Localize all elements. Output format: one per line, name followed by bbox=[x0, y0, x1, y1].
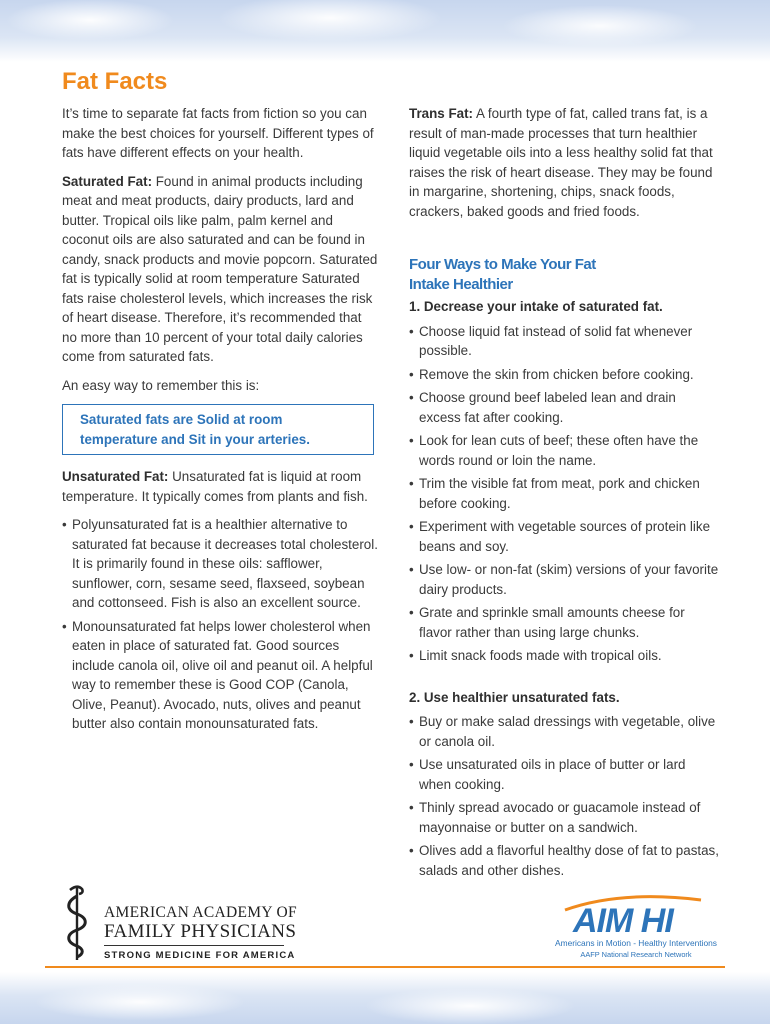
list-item: • Limit snack foods made with tropical oils. bbox=[409, 646, 719, 666]
right-column bbox=[409, 104, 719, 889]
list-item: • Thinly spread avocado or guacamole instead of mayonnaise or butter on a sandwich. bbox=[409, 798, 719, 837]
section-1-list bbox=[409, 322, 719, 666]
four-ways-heading-line1: Four Ways to Make Your Fat bbox=[409, 256, 596, 273]
four-ways-heading-line2: Intake Healthier bbox=[409, 275, 513, 293]
saturated-fat-label: Saturated Fat: bbox=[62, 173, 153, 189]
trans-fat-label: Trans Fat: bbox=[409, 106, 473, 121]
list-item: • Choose liquid fat instead of solid fat whenever possible. bbox=[409, 322, 719, 361]
unsaturated-fat-label: Unsaturated Fat: bbox=[62, 469, 169, 484]
aafp-divider bbox=[104, 945, 284, 946]
section-2-list bbox=[409, 712, 719, 880]
list-item: • Olives add a flavorful healthy dose of fat to pastas, salads and other dishes. bbox=[409, 841, 719, 880]
list-item: • Look for lean cuts of beef; these often have the words round or loin the name. bbox=[409, 431, 719, 470]
section-2-title: 2. Use healthier unsaturated fats. bbox=[409, 689, 620, 705]
aafp-tagline: STRONG MEDICINE FOR AMERICA bbox=[104, 950, 296, 961]
aimhi-subtitle: Americans in Motion - Healthy Interventions bbox=[555, 938, 717, 948]
trans-fat-paragraph bbox=[409, 104, 719, 221]
fat-types-list bbox=[62, 515, 380, 734]
easy-way-text: An easy way to remember this is: bbox=[62, 377, 260, 393]
saturated-fat-paragraph bbox=[62, 172, 380, 367]
callout-box: Saturated fats are Solid at room temperature and Sit in your arteries. bbox=[62, 404, 374, 455]
caduceus-icon bbox=[62, 882, 92, 962]
sky-banner-bottom bbox=[0, 972, 770, 1024]
list-item: • Use unsaturated oils in place of butter or lard when cooking. bbox=[409, 755, 719, 794]
aafp-logo bbox=[62, 882, 297, 964]
saturated-fat-text: Found in animal products including meat and meat products, dairy products, lard and butter. Tropical oils like palm, palm kernel and coconut oils are also saturated and can be found in candy, snack products and movie popcorn. Saturated fat is typically solid at room temperature Saturated fats raise cholesterol levels, which increases the risk of heart disease. Therefore, it’s recommended that no more than 10 percent of your total daily calories come from saturated fats. bbox=[62, 173, 378, 364]
aafp-name-line1: AMERICAN ACADEMY OF bbox=[104, 904, 297, 921]
aimhi-wordmark: AIM HI bbox=[573, 902, 673, 938]
page-title: Fat Facts bbox=[62, 68, 168, 95]
list-item: • Choose ground beef labeled lean and drain excess fat after cooking. bbox=[409, 388, 719, 427]
aimhi-logo bbox=[551, 888, 721, 962]
list-item: • Buy or make salad dressings with vegetable, olive or canola oil. bbox=[409, 712, 719, 751]
unsaturated-fat-text: Unsaturated fat is liquid at room temperature. It typically comes from plants and fish. bbox=[62, 469, 368, 504]
trans-fat-text: A fourth type of fat, called trans fat, is a result of man-made processes that turn healthier liquid vegetable oils into a less healthy solid fat that raises the risk of heart disease. They may be found in margarine, shortening, chips, snack foods, crackers, baked goods and fried foods. bbox=[409, 106, 713, 219]
footer-divider bbox=[45, 966, 725, 968]
list-item: • Polyunsaturated fat is a healthier alternative to saturated fat because it decreases total cholesterol. It is primarily found in these oils: safflower, sunflower, corn, sesame seed, flaxseed, soybean and cottonseed. Fish is also an excellent source. bbox=[62, 515, 380, 613]
unsaturated-fat-paragraph bbox=[62, 467, 380, 506]
intro-paragraph: It’s time to separate fat facts from fiction so you can make the best choices for yourself. Different types of fats have different effects on your health. bbox=[62, 106, 374, 160]
list-item: • Experiment with vegetable sources of protein like beans and soy. bbox=[409, 517, 719, 556]
aimhi-network: AAFP National Research Network bbox=[580, 950, 692, 959]
list-item: • Use low- or non-fat (skim) versions of your favorite dairy products. bbox=[409, 560, 719, 599]
list-item: • Monounsaturated fat helps lower cholesterol when eaten in place of saturated fat. Good sources include canola oil, olive oil and peanut oil. A helpful way to remember these is Good COP (Canola, Olive, Peanut). Avocado, nuts, olives and peanut butter also contain monounsaturated fats. bbox=[62, 617, 380, 734]
list-item: • Remove the skin from chicken before cooking. bbox=[409, 365, 719, 385]
left-column bbox=[62, 104, 380, 743]
list-item: • Trim the visible fat from meat, pork and chicken before cooking. bbox=[409, 474, 719, 513]
aafp-name-line2: FAMILY PHYSICIANS bbox=[104, 921, 297, 942]
four-ways-heading bbox=[409, 255, 719, 294]
list-item: • Grate and sprinkle small amounts cheese for flavor rather than using large chunks. bbox=[409, 603, 719, 642]
section-1-title: 1. Decrease your intake of saturated fat. bbox=[409, 299, 663, 314]
sky-banner-top bbox=[0, 0, 770, 62]
aimhi-wordmark-icon bbox=[561, 888, 711, 938]
